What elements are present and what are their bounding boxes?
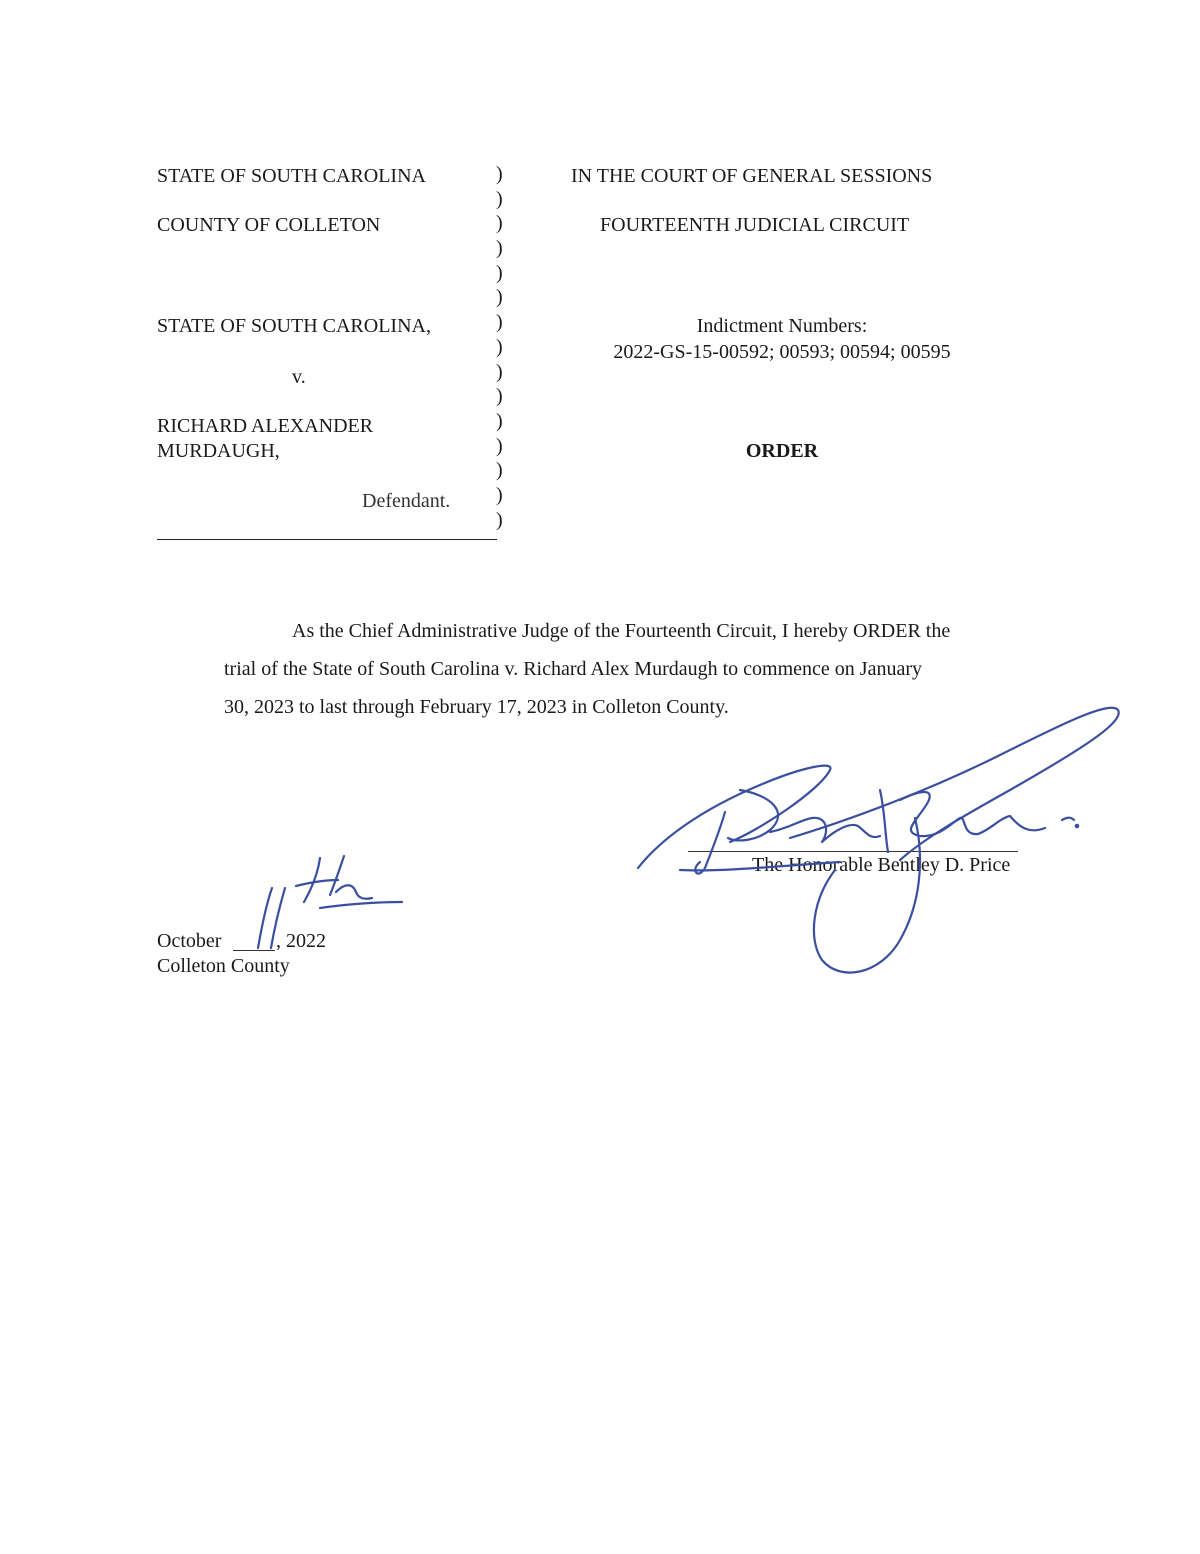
indictment-numbers: 2022-GS-15-00592; 00593; 00594; 00595 bbox=[613, 341, 951, 363]
judicial-circuit: FOURTEENTH JUDICIAL CIRCUIT bbox=[600, 214, 910, 236]
indictment-label: Indictment Numbers: bbox=[696, 315, 868, 337]
caption-defendant-label: Defendant. bbox=[362, 490, 451, 512]
judge-signature bbox=[638, 708, 1119, 973]
date-month: October bbox=[157, 930, 222, 952]
order-body bbox=[224, 612, 1054, 726]
date-day-blank bbox=[233, 950, 275, 951]
order-body-line: As the Chief Administrative Judge of the Fourteenth Circuit, I hereby ORDER the bbox=[292, 620, 951, 642]
caption-underline bbox=[157, 539, 497, 540]
signature-line bbox=[688, 851, 1018, 852]
order-body-line: 30, 2023 to last through February 17, 2023 in Colleton County. bbox=[224, 696, 729, 718]
caption-plaintiff: STATE OF SOUTH CAROLINA, bbox=[157, 315, 431, 337]
caption-versus: v. bbox=[292, 366, 306, 388]
date-year: , 2022 bbox=[276, 930, 326, 952]
judge-name: The Honorable Bentley D. Price bbox=[752, 854, 1011, 876]
caption-defendant-name-2: MURDAUGH, bbox=[157, 440, 280, 462]
date-location: Colleton County bbox=[157, 955, 290, 977]
court-name: IN THE COURT OF GENERAL SESSIONS bbox=[571, 165, 933, 187]
document-title: ORDER bbox=[745, 440, 819, 462]
caption-county: COUNTY OF COLLETON bbox=[157, 214, 381, 236]
caption-bracket: ) ) ) ) ) ) ) ) ) ) ) ) ) ) ) bbox=[496, 163, 503, 531]
caption-state: STATE OF SOUTH CAROLINA bbox=[157, 165, 426, 187]
order-body-line: trial of the State of South Carolina v. Richard Alex Murdaugh to commence on January bbox=[224, 658, 922, 680]
caption-defendant-name-1: RICHARD ALEXANDER bbox=[157, 415, 374, 437]
